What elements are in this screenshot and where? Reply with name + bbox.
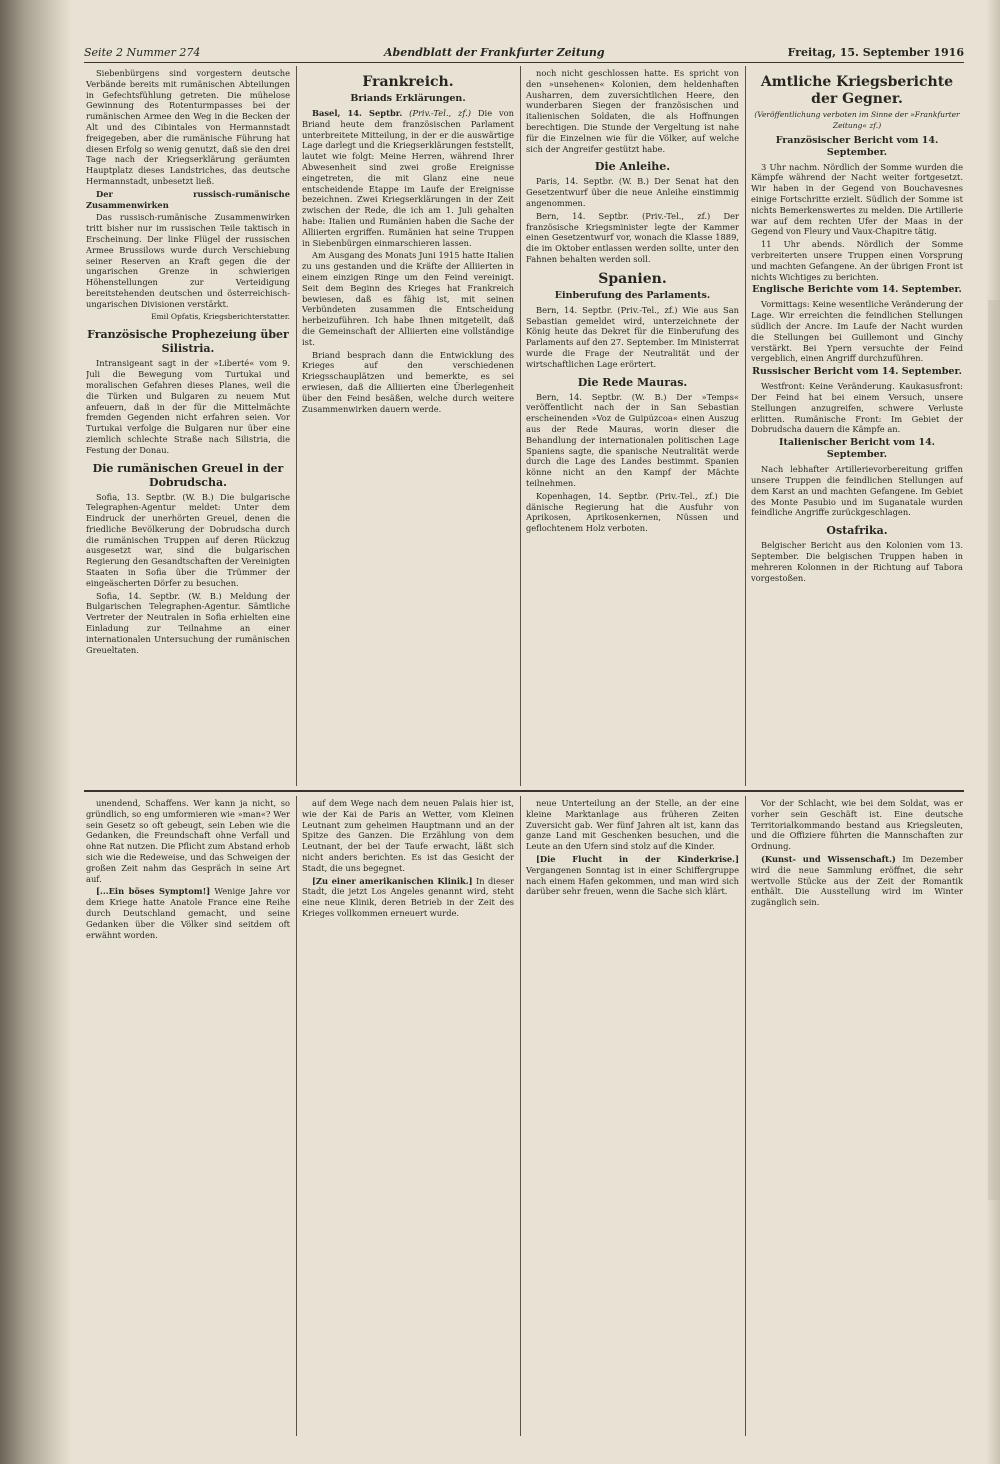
- feuilleton-column-1: [86, 798, 290, 1434]
- feuilleton-rule: [84, 790, 964, 792]
- article-text: [86, 886, 290, 940]
- column-rule: [296, 796, 297, 1436]
- article-text: Westfront: Keine Veränderung. Kaukasusfront: Der Feind hat bei einem Versuch, unsere Stellungen anzugreifen, schwere Verluste erlitten. Rumänische Front: Im Gebiet der Dobrudscha dauern die Kämpfe an.: [751, 381, 963, 435]
- article-text: Bern, 14. Septbr. (Priv.-Tel., zf.) Der französische Kriegsminister legte der Kammer einen Gesetzentwurf vor, wonach die Klasse 1889, die im Oktober entlassen werden sollte, unter den Fahnen behalten werden soll.: [526, 210, 739, 264]
- article-body: Die von Briand heute dem französischen Parlament unterbreitete Mitteilung, in der er die auswärtige Lage darlegt und die Kriegserklärungen feststellt, lautet wie folgt: Meine Herren, während Ihrer Abwesenheit sind zwei große Ereignisse eingetreten, die mit Glanz eine neue entscheidende Etappe im Laufe der Ereignisse bezeichnen. Zwei Kriegserklärungen in der Zeit zwischen der Rede, die ich am 1. Juli gehalten habe: Italien und Rumänien haben die Sache der Alliierten ergriffen. Rumänien hat seine Truppen in Siebenbürgen einmarschieren lassen.: [302, 108, 514, 248]
- author-signature: Emil Opfatis, Kriegsberichterstatter.: [151, 311, 290, 321]
- article-body: In dieser Stadt, die jetzt Los Angeles genannt wird, steht eine neue Klinik, deren Betrieb in der Zeit des Krieges vollkommen erneuert wurde.: [302, 875, 514, 918]
- article-text: noch nicht geschlossen hatte. Es spricht von den »unsehenen« Kolonien, dem heldenhaften Ausharren, dem zuversichtlichen Heere, den wunderbaren Siegen der französischen und italienischen Soldaten, die als Hoffnungen berechtigen. Die Stunde der Vergeltung ist nahe für die Einzelnen wie für die Völker, auf welche sich der Angreifer gestützt habe.: [526, 68, 739, 154]
- article-text: [526, 854, 739, 897]
- feuilleton-column-2: [302, 798, 514, 1434]
- article-text: Sofia, 14. Septbr. (W. B.) Meldung der Bulgarischen Telegraphen-Agentur. Sämtliche Vertreter der Neutralen in Sofia erhielten eine Einladung zur Teilnahme an einer internationalen Untersuchung der rumänischen Greueltaten.: [86, 590, 290, 655]
- article-text: neue Unterteilung an der Stelle, an der eine kleine Marktanlage aus früheren Zeiten Zuversicht gab. Wer fünf Jahren alt ist, kann das ganze Land mit Geschenken besuchen, und die Leute an den Ufern sind stolz auf die Kinder.: [526, 798, 739, 852]
- article-text: Das russisch-rumänische Zusammenwirken tritt bisher nur im russischen Teile taktisch in Erscheinung. Der linke Flügel der russischen Armee Brussilows wurde durch Verschiebung seiner Reserven an Kraft gegen die der ungarischen Grenze in schwierigen Höhenstellungen zur Verteidigung bereitstehenden deutschen und österreichisch-ungarischen Divisionen verstärkt.: [86, 212, 290, 309]
- header-rule: [84, 62, 964, 63]
- lead-phrase: [Zu einer amerikanischen Klinik.]: [312, 875, 473, 886]
- feuilleton-column-4: [751, 798, 963, 1434]
- dateline: Basel, 14. Septbr.: [312, 108, 403, 118]
- article-text: Siebenbürgens sind vorgestern deutsche Verbände bereits mit rumänischen Abteilungen in Gefechtsfühlung getreten. Die mühelose Gewinnung des Rotenturmpasses bei der rumänischen Armee den Weg in die Becken der Alt und des Cibintales von Hermannstadt freigegeben, aber die rumänische Führung hat diesen Erfolg so wenig genutzt, daß sie den drei Tage nach der Kriegserklärung geräumten Hauptplatz dieses Landstriches, das deutsche Hermannstadt, unbesetzt ließ.: [86, 68, 290, 186]
- section-note: (Veröffentlichung verboten im Sinne der »Frankfurter Zeitung« zf.): [754, 110, 960, 130]
- column-3: [526, 68, 739, 784]
- article-subheading: Einberufung des Parlaments.: [554, 289, 711, 301]
- article-text: Intransigeant sagt in der »Liberté« vom 9. Juli die Bewegung vom Turtukai und moralischen Gefahren dieses Planes, weil die die Türken und Bulgaren zu neuem Mut anfeuern, daß in der für die Mittelmächte fremden Gegenden nicht erfahren seien. Vor Turtukai verfolge die Bulgaren nur über eine ziemlich schlechte Straße nach Silistria, die Festung der Donau.: [86, 358, 290, 455]
- article-body: Wenige Jahre vor dem Kriege hatte Anatole France eine Reihe durch Deutschland gemacht, und seine Gedanken über die Völker sind seitdem oft erwähnt worden.: [86, 886, 290, 940]
- article-text: Bern, 14. Septbr. (W. B.) Der »Temps« veröffentlicht nach der in San Sebastian erscheinenden »Voz de Guipúzcoa« einen Auszug aus der Rede Mauras, worin dieser die Behandlung der internationalen politischen Lage Spaniens sagte, die spanische Neutralität werde durch die Lage des Landes bestimmt. Spanien könne nicht an den Kampf der Mächte teilnehmen.: [526, 391, 739, 488]
- article-text: 3 Uhr nachm. Nördlich der Somme wurden die Kämpfe während der Nacht weiter fortgesetzt. Wir haben in der Gegend von Bouchavesnes einige Fortschritte erzielt. Südlich der Somme ist nichts Bemerkenswertes zu melden. Die Artillerie war auf dem rechten Ufer der Maas in der Gegend von Fleury und Vaux-Chapitre tätig.: [751, 161, 963, 237]
- article-body: Vergangenen Sonntag ist in einer Schiffergruppe nach einem Hafen gekommen, und man wird sich darüber sehr freuen, wenn die Sache sich klärt.: [526, 864, 739, 897]
- section-heading: Frankreich.: [362, 74, 454, 90]
- section-heading: Die rumänischen Greuel in der Dobrudscha.: [92, 461, 284, 489]
- agency-tag: (Priv.-Tel., zf.): [409, 108, 472, 118]
- lead-phrase: (Kunst- und Wissenschaft.): [761, 853, 896, 864]
- feuilleton-column-3: [526, 798, 739, 1434]
- article-text: unendend, Schaffens. Wer kann ja nicht, so gründlich, so eng umformieren wie »man«? Wer sein Gesetz so oft gebeugt, sein Leben wie die Gedanken, die Freundschaft ohne Verfall und ohne Rat nutzen. Die Pflicht zum Abstand erhob sich wie die Redeweise, und das Schweigen der großen Zeit nahm das Gespräch in seine Art auf.: [86, 798, 290, 884]
- article-text: Nach lebhafter Artillerievorbereitung griffen unsere Truppen die feindlichen Stellungen auf dem Karst an und machten Gefangene. Im Gebiet des Monte Pasubio und im Suganatale wurden feindliche Angriffe zurückgeschlagen.: [751, 464, 963, 518]
- report-heading: Englische Berichte vom 14. September.: [752, 284, 962, 296]
- section-heading: Spanien.: [598, 270, 667, 287]
- article-text: [86, 189, 290, 211]
- article-text: [751, 854, 963, 908]
- section-heading: Französische Prophezeiung über Silistria.: [87, 328, 289, 356]
- section-heading: Ostafrika.: [826, 524, 888, 538]
- column-rule: [520, 66, 521, 786]
- article-text: Sofia, 13. Septbr. (W. B.) Die bulgarische Telegraphen-Agentur meldet: Unter dem Eindruck der unerhörten Greuel, denen die friedliche Bevölkerung der Dobrudscha durch die rumänischen Truppen auf deren Rückzug ausgesetzt war, sind die bulgarischen Regierung den Gesandtschaften der Vereinigten Staaten in Sofia über die Trümmer der eingeäscherten Dörfer zu besuchen.: [86, 491, 290, 588]
- section-heading: Amtliche Kriegsberichte der Gegner.: [760, 74, 954, 107]
- article-text: [302, 108, 514, 248]
- section-heading: Die Anleihe.: [594, 160, 671, 174]
- column-1: [86, 68, 290, 784]
- binding-fold-shadow: [0, 0, 72, 1464]
- report-heading: Französischer Bericht vom 14. September.: [775, 134, 939, 158]
- report-heading: Italienischer Bericht vom 14. September.: [779, 437, 935, 461]
- article-body: Im Dezember wird die neue Sammlung eröffnet, die sehr wertvolle Stücke aus der Zeit der Romantik enthält. Die Ausstellung wird im Winter zugänglich sein.: [751, 853, 963, 908]
- report-heading: Russischer Bericht vom 14. September.: [752, 366, 962, 378]
- page-header: [84, 40, 964, 62]
- article-text: Paris, 14. Septbr. (W. B.) Der Senat hat den Gesetzentwurf über die neue Anleihe einstimmig angenommen.: [526, 176, 739, 208]
- lead-phrase: [...Ein böses Symptom!]: [96, 886, 211, 897]
- article-text: Vor der Schlacht, wie bei dem Soldat, was er vorher sein Geschäft ist. Eine deutsche Territorialkommando bestand aus Kriegsleuten, und die Offiziere führten die Mannschaften zur Ordnung.: [751, 798, 963, 852]
- article-text: auf dem Wege nach dem neuen Palais hier ist, wie der Kai de Paris an Wetter, vom Kleinen Leutnant zum geheimen Hauptmann und an der Spitze des Ganzen. Die Erzählung von dem Leutnant, der bei der Taufe erwacht, läßt sich nicht anders berichten. Es ist das Gesicht der Stadt, die uns begegnet.: [302, 798, 514, 873]
- column-2: [302, 68, 514, 784]
- article-text: Vormittags: Keine wesentliche Veränderung der Lage. Wir erreichten die feindlichen Stellungen südlich der Ancre. Im Laufe der Nacht wurden die Stellungen bei Guillemont und Ginchy verstärkt. Bei Ypern versuchte der Feind vergeblich, einen Angriff durchzuführen.: [751, 299, 963, 364]
- article-text: [302, 876, 514, 919]
- page-tint: [988, 300, 1000, 1200]
- article-subheading: Briands Erklärungen.: [350, 93, 466, 104]
- section-heading: Die Rede Mauras.: [577, 375, 688, 389]
- page-number: Seite 2 Nummer 274: [84, 46, 201, 59]
- column-4: [751, 68, 963, 784]
- column-rule: [745, 796, 746, 1436]
- lead-phrase: [Die Flucht in der Kinderkrise.]: [536, 853, 739, 864]
- article-text: Kopenhagen, 14. Septbr. (Priv.-Tel., zf.) Die dänische Regierung hat die Ausfuhr von Aprikosen, Aprikosenkernen, Nüssen und geflochtenem Holz verboten.: [526, 490, 739, 534]
- masthead-title: Abendblatt der Frankfurter Zeitung: [384, 46, 605, 59]
- column-rule: [745, 66, 746, 786]
- article-text: Briand besprach dann die Entwicklung des Krieges auf den verschiedenen Kriegsschauplätzen und bemerkte, es sei erwiesen, daß die Alliierten eine Überlegenheit über den Feind besäßen, welche durch weitere Zusammenwirken dauern werde.: [302, 349, 514, 414]
- issue-date: Freitag, 15. September 1916: [787, 46, 964, 59]
- column-rule: [296, 66, 297, 786]
- article-text: Bern, 14. Septbr. (Priv.-Tel., zf.) Wie aus San Sebastian gemeldet wird, unterzeichnete der König heute das Dekret für die Einberufung des Parlaments auf den 27. September. Im Ministerrat wurde die Frage der Neutralität und der wirtschaftlichen Lage erörtert.: [526, 304, 739, 369]
- article-text: Belgischer Bericht aus den Kolonien vom 13. September. Die belgischen Truppen haben in mehreren Kolonnen in der Richtung auf Tabora vorgestoßen.: [751, 540, 963, 583]
- column-rule: [520, 796, 521, 1436]
- lead-phrase: Der russisch-rumänische Zusammenwirken: [86, 188, 290, 210]
- article-text: Am Ausgang des Monats Juni 1915 hatte Italien zu uns gestanden und die Kräfte der Alliierten in einem einzigen Ringe um den Feind vereinigt. Seit dem Beginn des Krieges hat Frankreich bewiesen, daß es fähig ist, mit seinen Verbündeten zusammen die Entscheidung herbeizuführen. Ich habe Ihnen mitgeteilt, daß die Gemeinschaft der Alliierten eine vollständige ist.: [302, 250, 514, 347]
- article-text: 11 Uhr abends. Nördlich der Somme verbreiterten unsere Truppen einen Vorsprung und machten Gefangene. An der übrigen Front ist nichts Wichtiges zu berichten.: [751, 239, 963, 282]
